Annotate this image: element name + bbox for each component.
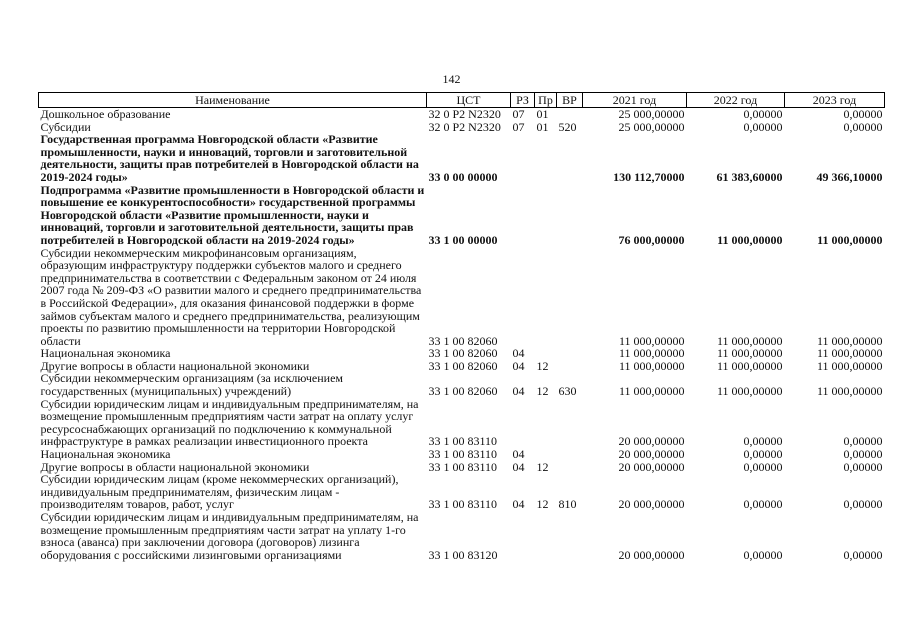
- row-pr: [535, 133, 557, 183]
- row-2022: 0,00000: [743, 459, 783, 474]
- row-2023: 11 000,00000: [816, 333, 883, 348]
- table-row: [39, 372, 885, 397]
- row-2022: 0,00000: [743, 447, 783, 462]
- row-pr: [535, 247, 557, 348]
- row-2022: 11 000,00000: [716, 358, 783, 373]
- header-2021: 2021 год: [583, 93, 687, 108]
- row-2022: 11 000,00000: [716, 346, 783, 361]
- row-name: Государственная программа Новгородской области «Развитие промышленности, науки и инноваций, торговли и заготовительной деятельности, защиты прав потребителей в Новгородской области на 2019-2024 годы»: [40, 132, 419, 184]
- row-2023: 11 000,00000: [816, 346, 883, 361]
- row-name: Субсидии юридическим лицам и индивидуальным предпринимателям, на возмещение промышленным предприятиям части затрат на уплату 1-го взноса (аванса) при заключении договора (договоров) лизинга оборудования с российскими лизинговыми организациями: [40, 510, 419, 562]
- row-rz: 07: [512, 119, 525, 134]
- table-row: [39, 347, 885, 360]
- row-name: Субсидии юридическим лицам и индивидуальным предпринимателям, на возмещение промышленным предприятиям части затрат на оплату услуг ресурсоснабжающих организаций по подключению к коммунальной инфраструктуре в рамках реализации инвестиционного проекта: [40, 396, 419, 449]
- row-rz: [511, 398, 535, 448]
- row-rz: 04: [512, 384, 525, 399]
- row-2021: 20 000,00000: [618, 547, 685, 562]
- row-rz: 04: [512, 447, 525, 462]
- row-2021: 20 000,00000: [618, 434, 685, 449]
- row-cst: 33 1 00 82060: [428, 333, 498, 348]
- row-vr: [557, 347, 583, 360]
- row-2021: 25 000,00000: [618, 119, 685, 134]
- row-rz: [511, 247, 535, 348]
- row-rz: 04: [512, 358, 525, 373]
- row-vr: [557, 247, 583, 348]
- row-rz: [511, 133, 535, 183]
- row-name: Другие вопросы в области национальной экономики: [40, 459, 310, 474]
- row-pr: [535, 347, 557, 360]
- table-row: [39, 473, 885, 511]
- row-2022: 61 383,60000: [716, 169, 783, 184]
- row-vr: [557, 360, 583, 373]
- row-name: Другие вопросы в области национальной экономики: [40, 358, 310, 373]
- row-2021: 11 000,00000: [618, 358, 685, 373]
- row-2023: 0,00000: [843, 434, 883, 449]
- row-cst: 33 1 00 83110: [428, 434, 498, 449]
- row-2023: 0,00000: [843, 107, 883, 121]
- row-cst: 32 0 P2 N2320: [428, 107, 501, 121]
- page-number: 142: [442, 72, 461, 86]
- row-name: Субсидии некоммерческим организациям (за исключением государственных (муниципальных) учреждений): [40, 371, 344, 399]
- row-2022: 11 000,00000: [716, 333, 783, 348]
- table-row: [39, 448, 885, 461]
- table-row: [39, 133, 885, 183]
- row-2023: 11 000,00000: [817, 232, 883, 247]
- row-2021: 11 000,00000: [618, 384, 685, 399]
- row-2021: 20 000,00000: [618, 447, 685, 462]
- row-rz: 07: [512, 107, 525, 121]
- row-cst: 33 0 00 00000: [428, 169, 498, 184]
- row-rz: 04: [512, 459, 525, 474]
- row-2022: 11 000,00000: [716, 384, 783, 399]
- header-2023: 2023 год: [785, 93, 885, 108]
- row-2021: 130 112,70000: [613, 169, 685, 184]
- row-cst: 33 1 00 82060: [428, 346, 498, 361]
- row-vr: [557, 184, 583, 247]
- row-name: Субсидии: [40, 119, 91, 134]
- table-row: [39, 511, 885, 561]
- row-cst: 32 0 P2 N2320: [428, 119, 501, 134]
- row-2023: 0,00000: [843, 119, 883, 134]
- table-header-row: [39, 93, 885, 108]
- header-cst: ЦСТ: [427, 93, 511, 108]
- row-2022: 0,00000: [743, 107, 783, 121]
- row-rz: 04: [512, 497, 525, 512]
- row-name: Национальная экономика: [40, 346, 171, 361]
- row-rz: [511, 511, 535, 561]
- row-vr: 520: [558, 119, 577, 134]
- row-vr: 630: [558, 384, 577, 399]
- row-2022: 0,00000: [743, 497, 783, 512]
- row-pr: 12: [536, 459, 549, 474]
- row-pr: 01: [536, 119, 549, 134]
- row-pr: 01: [536, 107, 549, 121]
- row-vr: [557, 108, 583, 121]
- row-cst: 33 1 00 83110: [428, 459, 498, 474]
- row-cst: 33 1 00 83110: [428, 447, 498, 462]
- row-2022: 0,00000: [743, 119, 783, 134]
- table-row: [39, 184, 885, 247]
- row-2023: 0,00000: [843, 447, 883, 462]
- header-2022: 2022 год: [687, 93, 785, 108]
- row-2021: 11 000,00000: [618, 346, 685, 361]
- row-pr: 12: [536, 384, 549, 399]
- row-pr: [535, 511, 557, 561]
- budget-table: [38, 92, 885, 561]
- table-row: [39, 398, 885, 448]
- row-pr: 12: [536, 358, 549, 373]
- row-2021: 76 000,00000: [618, 232, 685, 247]
- row-cst: 33 1 00 83120: [428, 547, 498, 562]
- header-vr: ВР: [557, 93, 583, 108]
- row-vr: [557, 511, 583, 561]
- row-2023: 49 366,10000: [816, 169, 883, 184]
- row-pr: [535, 184, 557, 247]
- row-name: Национальная экономика: [40, 447, 171, 462]
- row-vr: [557, 461, 583, 474]
- header-rz: РЗ: [511, 93, 535, 108]
- row-name: Субсидии юридическим лицам (кроме некоммерческих организаций), индивидуальным предпринимателям, физическим лицам - производителям товаров, работ, услуг: [40, 472, 399, 512]
- row-2023: 0,00000: [843, 547, 883, 562]
- row-2023: 0,00000: [843, 497, 883, 512]
- row-cst: 33 1 00 83110: [428, 497, 498, 512]
- row-vr: [557, 398, 583, 448]
- row-2023: 11 000,00000: [816, 358, 883, 373]
- row-pr: 12: [536, 497, 549, 512]
- row-name: Подпрограмма «Развитие промышленности в Новгородской области и повышение ее конкурентоспособности» государственной программы Новгородской области «Развитие промышленности, науки и инноваций, торговли и заготовительной деятельности, защиты прав потребителей в Новгородской области на 2019-2024 годы»: [40, 182, 425, 247]
- row-2021: 25 000,00000: [618, 107, 685, 121]
- row-pr: [535, 398, 557, 448]
- row-cst: 33 1 00 82060: [428, 358, 498, 373]
- row-2023: 0,00000: [843, 459, 883, 474]
- row-2023: 11 000,00000: [816, 384, 883, 399]
- row-2021: 11 000,00000: [618, 333, 685, 348]
- table-row: [39, 247, 885, 348]
- row-2022: 0,00000: [743, 434, 783, 449]
- row-cst: 33 1 00 82060: [428, 384, 498, 399]
- header-pr: Пр: [535, 93, 557, 108]
- table-row: [39, 108, 885, 121]
- row-2021: 20 000,00000: [618, 497, 685, 512]
- row-rz: [511, 184, 535, 247]
- row-name: Дошкольное образование: [40, 107, 171, 121]
- row-2021: 20 000,00000: [618, 459, 685, 474]
- row-pr: [535, 448, 557, 461]
- row-vr: 810: [558, 497, 577, 512]
- header-name: Наименование: [39, 93, 427, 108]
- row-2022: 0,00000: [743, 547, 783, 562]
- row-name: Субсидии некоммерческим микрофинансовым организациям, образующим инфраструктуру поддержки субъектов малого и среднего предпринимательства в соответствии с Федеральным законом от 24 июля 2007 года № 209-ФЗ «О развитии малого и среднего предпринимательства в Российской Федерации», для оказания финансовой поддержки в форме займов субъектам малого и среднего предпринимательства, реализующим проекты по развитию промышленности на территории Новгородской области: [40, 245, 422, 348]
- row-2022: 11 000,00000: [717, 232, 783, 247]
- row-cst: 33 1 00 00000: [428, 232, 498, 247]
- row-vr: [557, 448, 583, 461]
- row-vr: [557, 133, 583, 183]
- row-rz: 04: [512, 346, 525, 361]
